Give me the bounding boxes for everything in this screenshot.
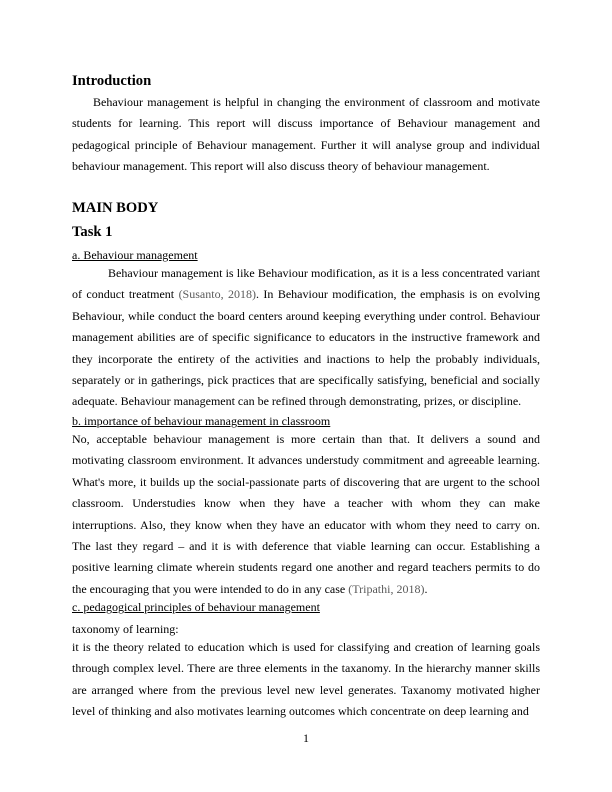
section-b-paragraph [72,429,540,600]
main-body-heading: MAIN BODY [72,200,159,216]
section-c-subtitle: taxonomy of learning: [72,622,179,636]
section-c-paragraph: it is the theory related to education which is used for classifying and creation of learning goals through complex level. There are three elements in the taxanomy. In the hierarchy manner skills are arranged where from the previous level new level generates. Taxanomy motivated higher level of thinking and also motivates learning outcomes which concentrate on deep learning and [72,640,540,719]
section-b-text-before: No, acceptable behaviour management is more certain than that. It delivers a sound and motivating classroom environment. It advances understudy commitment and agreeable learning. What's more, it builds up the social-passionate parts of discovering that are urgent to the school classroom. Understudies know when they have a teacher with whom they can make interruptions. Also, they know when they have an educator with whom they need to carry on. The last they regard – and it is with deference that viable learning can occur. Establishing a positive learning climate wherein students regard one another and regard teachers permits to do the encouraging that you were intended to do in any case [72,432,540,596]
section-b-citation: (Tripathi, 2018) [348,581,425,596]
section-c-title: c. pedagogical principles of behaviour management [72,600,320,614]
intro-heading: Introduction [72,73,152,89]
section-a-citation: (Susanto, 2018) [178,287,256,302]
section-a-title: a. Behaviour management [72,248,198,262]
section-a-text-after: . In Behaviour modification, the emphasis is on evolving Behaviour, while conduct the board centers around keeping everything under control. Behaviour management abilities are of specific significance to educators in the instructive framework and they incorporate the entirety of the activities and inactions to help the probably individuals, separately or in gatherings, pick practices that are specifically satisfying, beneficial and socially adequate. Behaviour management can be refined through demonstrating, prizes, or discipline. [72,287,540,409]
section-a-paragraph [72,263,540,413]
page-number: 1 [303,731,309,745]
section-b-title: b. importance of behaviour management in classroom [72,414,331,428]
intro-paragraph: Behaviour management is helpful in changing the environment of classroom and motivate students for learning. This report will discuss importance of Behaviour management and pedagogical principle of Behaviour management. Further it will analyse group and individual behaviour management. This report will also discuss theory of behaviour management. [72,95,540,174]
section-a-text-before: Behaviour management is like Behaviour modification, as it is a less concentrated variant of conduct treatment [72,266,540,302]
task1-heading: Task 1 [72,224,113,240]
section-b-text-after: . [424,581,428,596]
